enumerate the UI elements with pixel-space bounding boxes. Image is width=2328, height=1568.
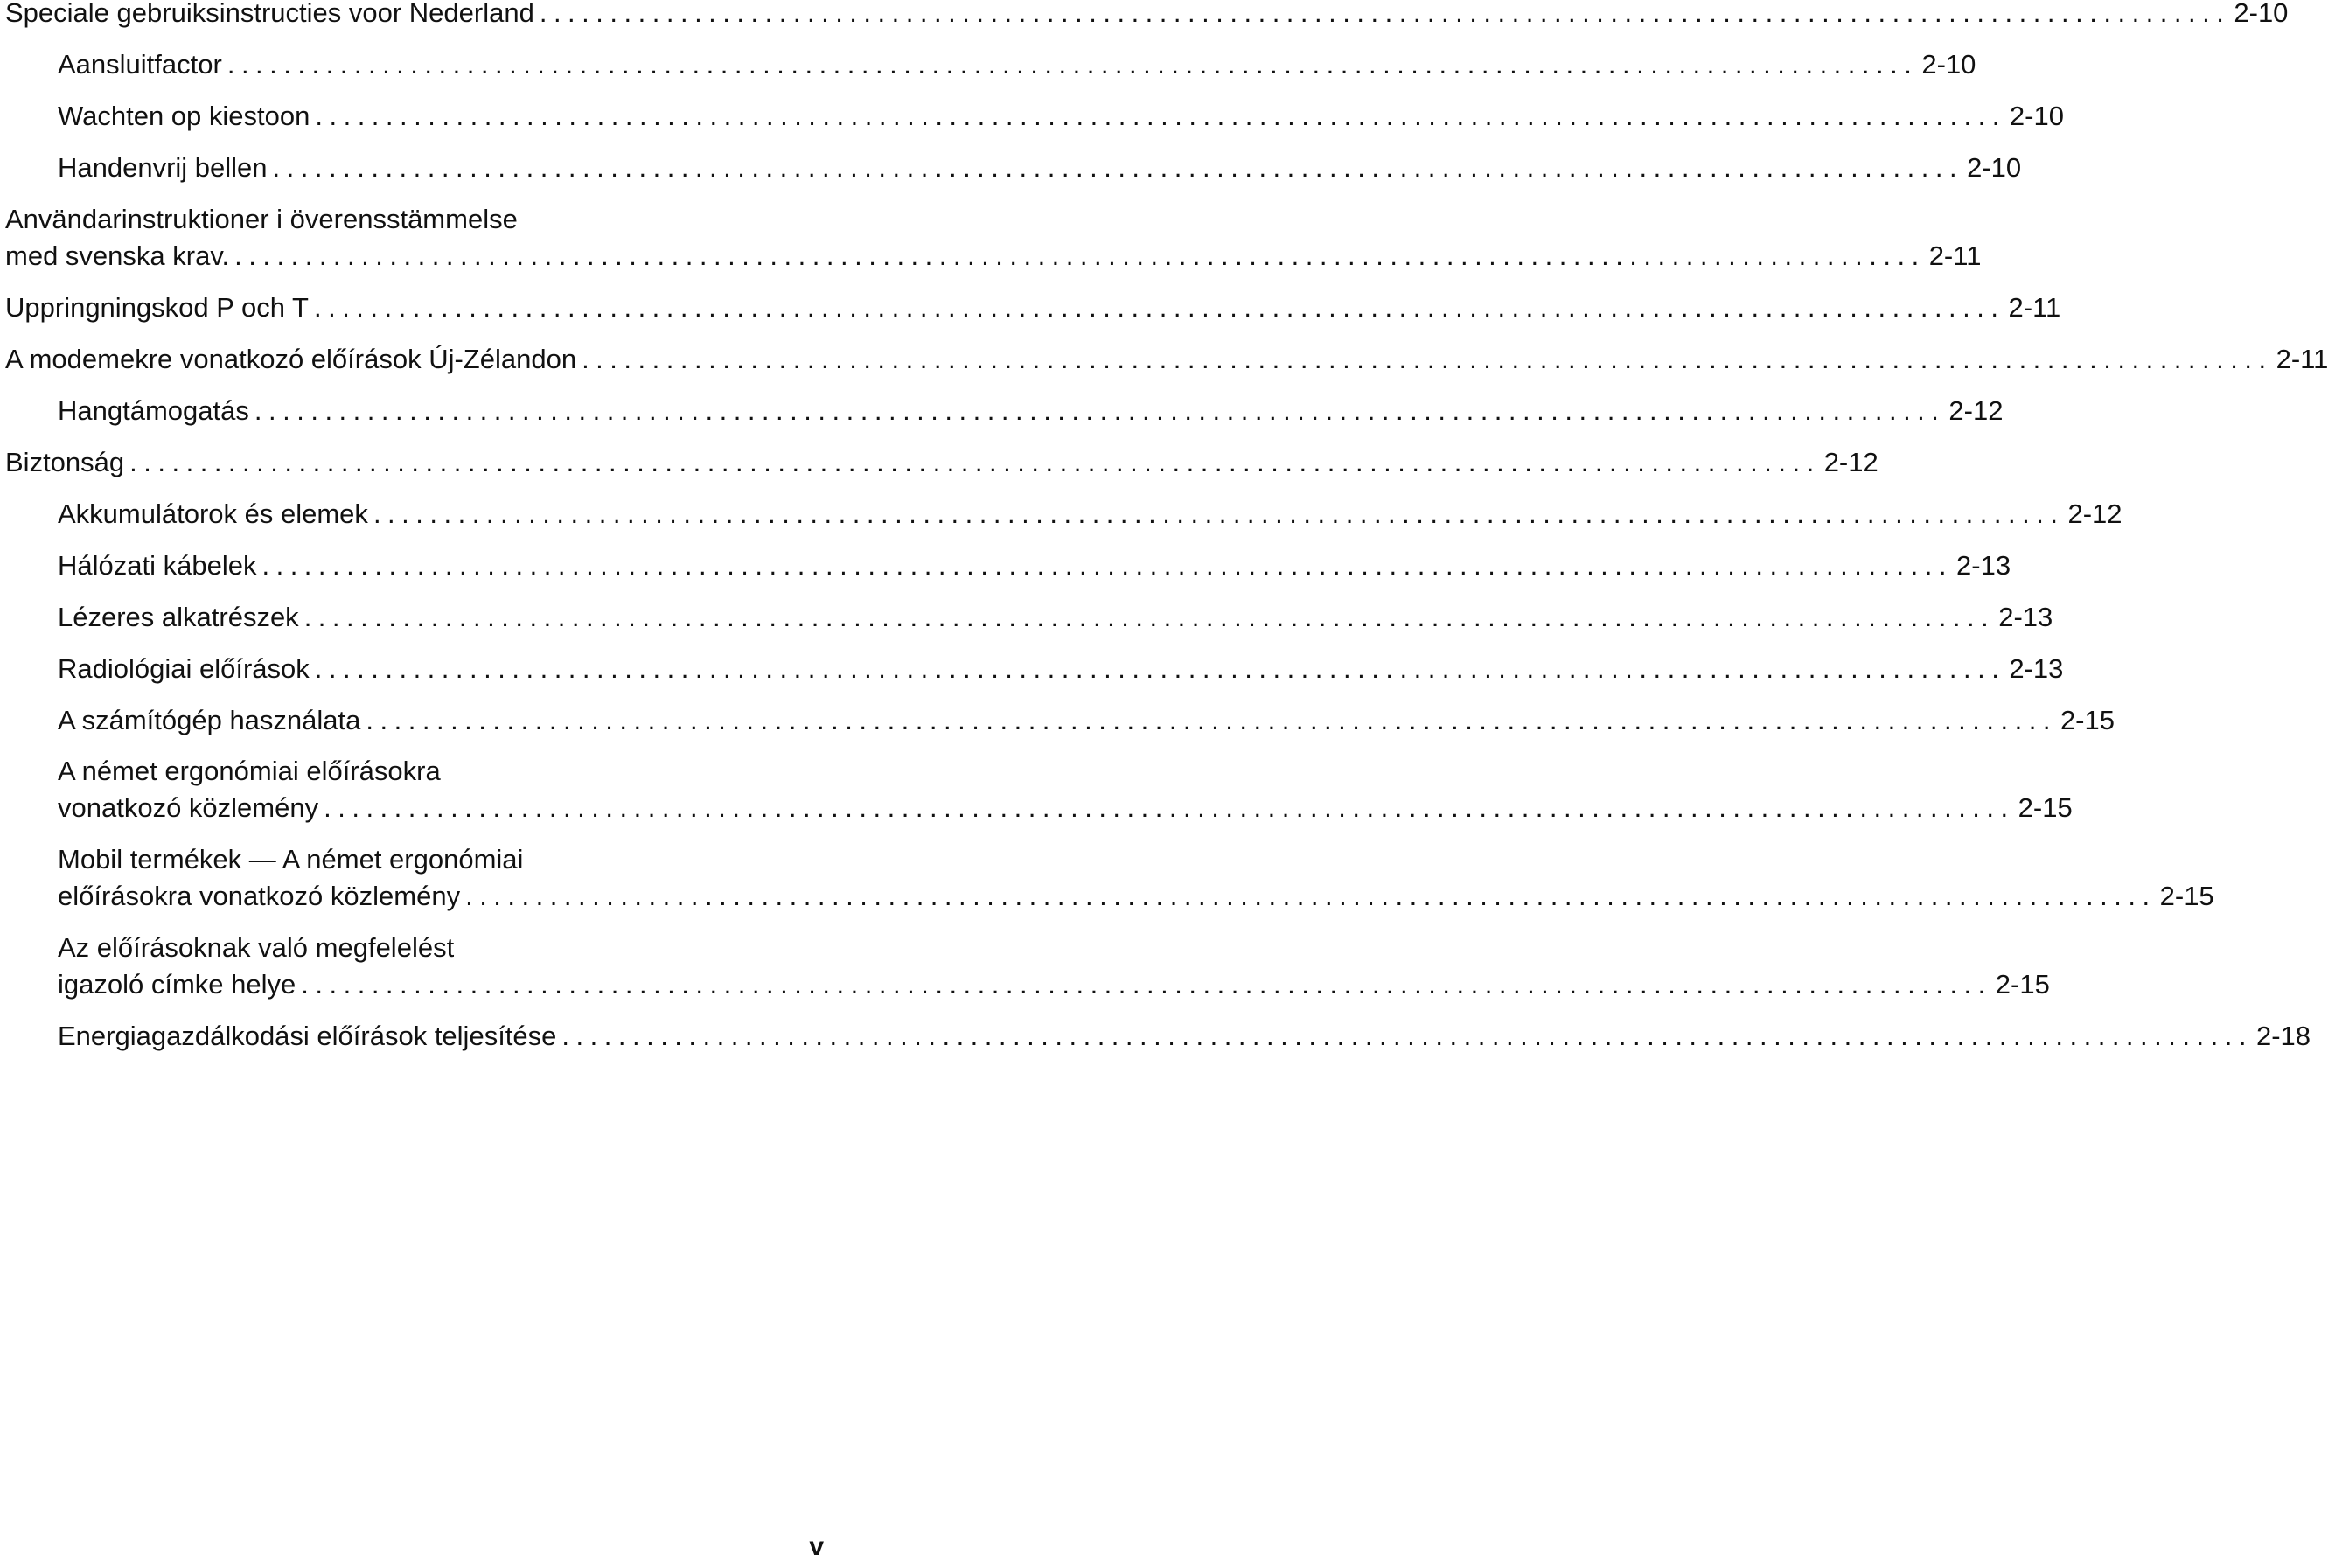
dot-leader: ........................................................................................................................ — [254, 395, 1946, 426]
toc-entry-title: igazoló címke helye — [58, 969, 296, 1000]
toc-entry[interactable] — [5, 0, 2289, 31]
toc-entry-title-line1: A német ergonómiai előírásokra — [58, 756, 441, 786]
dot-leader: ........................................................................................................................ — [272, 152, 1964, 183]
toc-entry-page: 2-15 — [1995, 969, 2050, 1000]
toc-entry-title: A modemekre vonatkozó előírások Új-Zélandon — [5, 344, 577, 374]
dot-leader: ........................................................................................................................ — [129, 447, 1821, 477]
toc-entry[interactable] — [58, 46, 1976, 83]
toc-entry-page: 2-13 — [2009, 653, 2064, 684]
dot-leader: ........................................................................................................................ — [373, 498, 2065, 529]
toc-entry[interactable] — [5, 341, 2328, 378]
toc-entry-page: 2-10 — [2009, 101, 2064, 131]
dot-leader: ........................................................................................................................ — [315, 101, 2006, 131]
toc-entry-title: Lézeres alkatrészek — [58, 602, 299, 632]
dot-leader: ........................................................................................................................ — [582, 344, 2273, 374]
dot-leader: ........................................................................................................................ — [301, 969, 1992, 1000]
toc-entry-page: 2-13 — [1956, 550, 2011, 581]
toc-entry-page: 2-15 — [2060, 705, 2115, 735]
dot-leader: ........................................................................................................................ — [234, 240, 1926, 271]
toc-entry[interactable] — [58, 393, 2004, 429]
toc-entry-title: Aansluitfactor — [58, 49, 222, 80]
toc-entry[interactable] — [58, 547, 2011, 584]
dot-leader: ........................................................................................................................ — [366, 705, 2057, 735]
toc-entry-title-line1: Mobil termékek — A német ergonómiai — [58, 844, 524, 875]
toc-entry-page: 2-11 — [2276, 344, 2328, 374]
dot-leader: ........................................................................................................................ — [465, 881, 2157, 911]
toc-entry-page: 2-10 — [1921, 49, 1976, 80]
dot-leader: ........................................................................................................................ — [313, 292, 2005, 323]
toc-entry-title: vonatkozó közlemény — [58, 792, 319, 823]
toc-entry-title: Radiológiai előírások — [58, 653, 310, 684]
dot-leader: ........................................................................................................................ — [539, 0, 2231, 28]
toc-entry-title-line1: Användarinstruktioner i överensstämmelse — [5, 204, 518, 234]
toc-entry-page: 2-13 — [1998, 602, 2053, 632]
dot-leader: ........................................................................................................................ — [324, 792, 2015, 823]
toc-entry-title: Hálózati kábelek — [58, 550, 257, 581]
toc-entry[interactable] — [58, 930, 2050, 1003]
toc-entry[interactable] — [58, 98, 2064, 135]
toc-entry-page: 2-15 — [2159, 881, 2214, 911]
toc-entry-title: Hangtámogatás — [58, 395, 249, 426]
toc-entry[interactable] — [58, 496, 2122, 533]
toc-entry[interactable] — [58, 150, 2022, 186]
toc-entry-title: Uppringningskod P och T — [5, 292, 309, 323]
toc-entry-page: 2-11 — [2008, 292, 2061, 323]
toc-entry-title: A számítógép használata — [58, 705, 361, 735]
page-number: v — [809, 1532, 824, 1561]
toc-entry-title: Wachten op kiestoon — [58, 101, 310, 131]
toc-entry-title: med svenska krav. — [5, 240, 230, 271]
toc-entry-page: 2-12 — [1948, 395, 2004, 426]
toc-entry[interactable] — [5, 444, 1878, 481]
dot-leader: ........................................................................................................................ — [261, 550, 1954, 581]
toc-entry-title: Energiagazdálkodási előírások teljesítése — [58, 1021, 557, 1051]
toc-entry-page: 2-12 — [1823, 447, 1878, 477]
toc-entry-title: előírásokra vonatkozó közlemény — [58, 881, 461, 911]
dot-leader: ........................................................................................................................ — [314, 653, 2006, 684]
dot-leader: ........................................................................................................................ — [561, 1021, 2253, 1051]
toc-entry[interactable] — [5, 289, 2061, 326]
toc-entry-page: 2-10 — [1967, 152, 2022, 183]
toc-entry-title-line1: Az előírásoknak való megfelelést — [58, 932, 455, 963]
toc-entry[interactable] — [58, 599, 2053, 636]
toc-entry-title: Biztonság — [5, 447, 125, 477]
dot-leader: ........................................................................................................................ — [227, 49, 1919, 80]
toc-entry-page: 2-18 — [2255, 1021, 2311, 1051]
toc-entry[interactable] — [58, 841, 2214, 915]
toc-entry[interactable] — [58, 753, 2073, 826]
toc-entry-page: 2-10 — [2234, 0, 2289, 28]
toc-entry-title: Speciale gebruiksinstructies voor Nederland — [5, 0, 534, 28]
toc-entry[interactable] — [58, 651, 2064, 687]
toc-entry-title: Handenvrij bellen — [58, 152, 268, 183]
toc-entry[interactable] — [5, 201, 1982, 275]
dot-leader: ........................................................................................................................ — [303, 602, 1996, 632]
toc-entry-title: Akkumulátorok és elemek — [58, 498, 368, 529]
toc-entry-page: 2-15 — [2018, 792, 2073, 823]
toc-entry-page: 2-11 — [1928, 240, 1982, 271]
toc-entry[interactable] — [58, 1018, 2311, 1055]
toc-entry-page: 2-12 — [2067, 498, 2122, 529]
toc-entry[interactable] — [58, 702, 2115, 739]
